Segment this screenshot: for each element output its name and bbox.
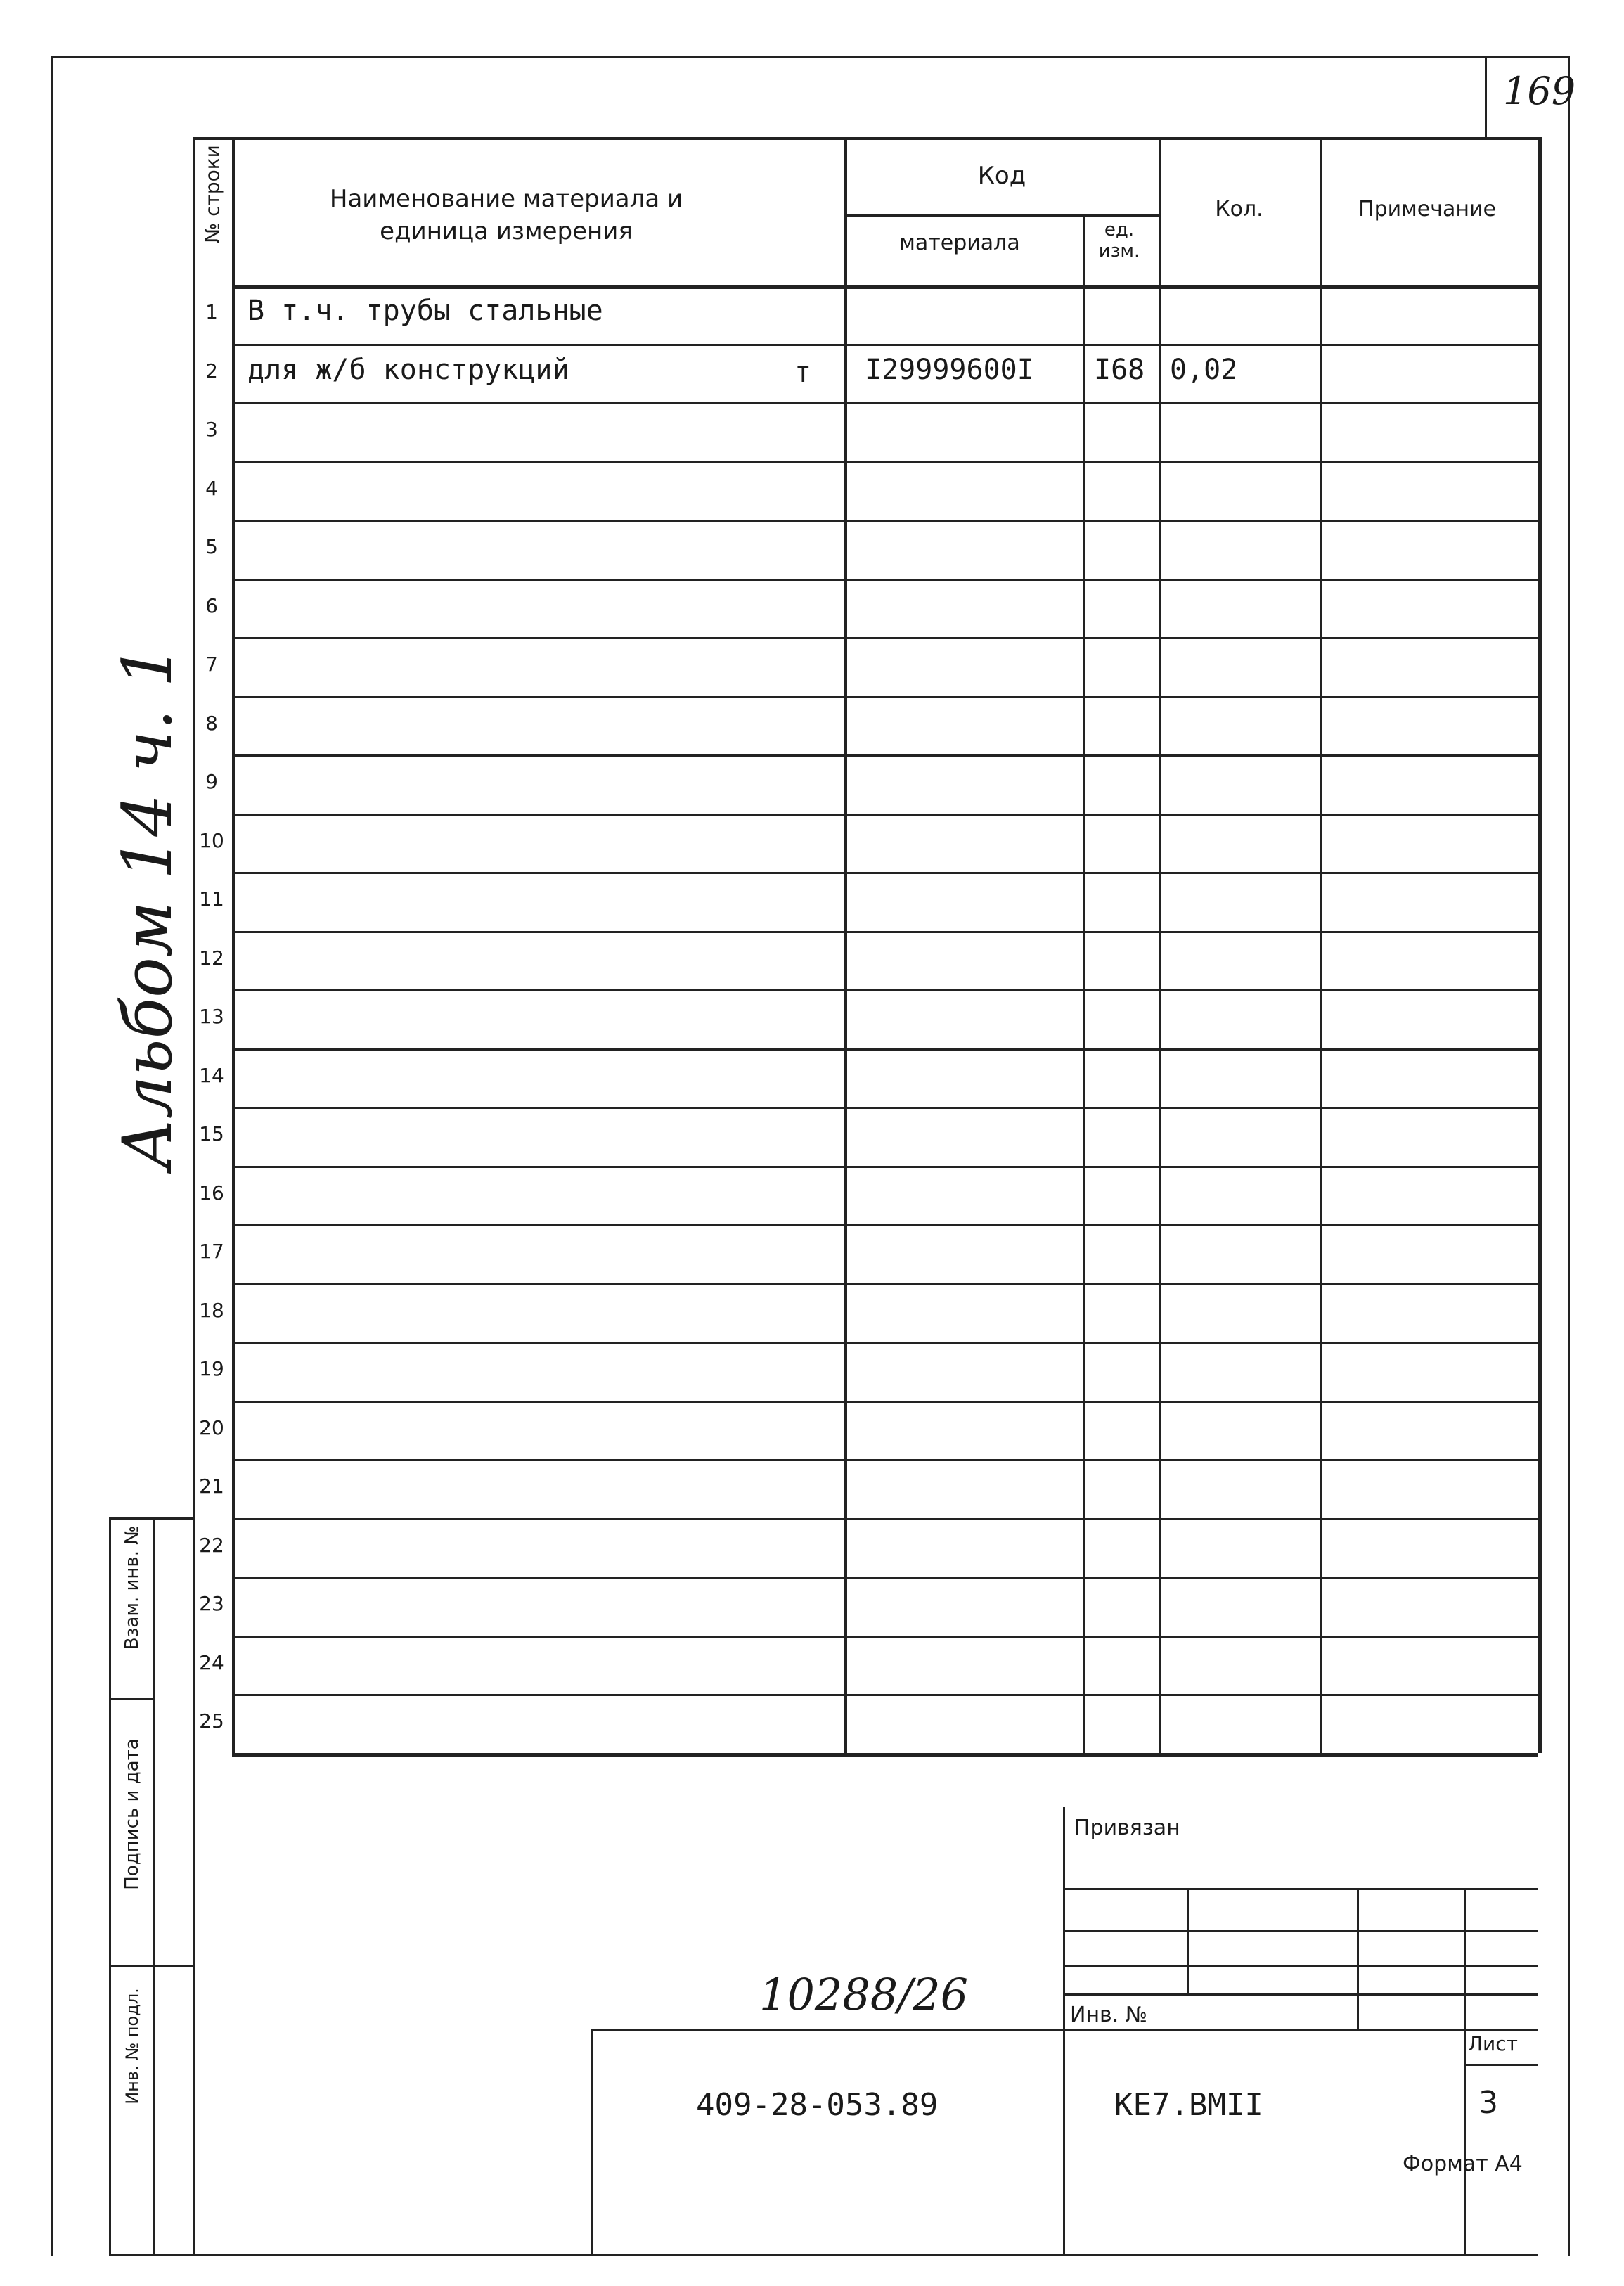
col-code-right (1083, 214, 1085, 1753)
side-album-label: Альбом 14 ч. 1 (108, 644, 187, 1170)
row-number: 4 (205, 476, 218, 500)
header-kod-material: материала (899, 231, 1020, 255)
side-stamp-left (109, 1517, 111, 2256)
stamp-line-3 (1063, 1965, 1538, 1967)
stamp-privyazan-label: Привязан (1074, 1816, 1180, 1840)
row-number: 7 (205, 653, 218, 676)
row-number: 9 (205, 770, 218, 793)
row-line (232, 344, 1538, 346)
stamp-line-4 (1063, 1993, 1538, 1996)
row-number: 15 (199, 1122, 224, 1145)
row-number: 14 (199, 1063, 224, 1087)
row-number: 3 (205, 418, 218, 441)
row-unit: т (794, 356, 812, 389)
col-note-right (1538, 137, 1542, 1753)
row-line (232, 1166, 1538, 1168)
row-line (232, 1577, 1538, 1579)
header-qty: Кол. (1215, 197, 1263, 221)
row-line (232, 402, 1538, 404)
table-top-line (193, 137, 1538, 140)
row-number: 24 (199, 1650, 224, 1674)
row-number: 8 (205, 711, 218, 735)
header-sub-line (844, 214, 1159, 217)
row-line (232, 931, 1538, 933)
row-number: 2 (205, 359, 218, 383)
stamp-doc-code: 409-28-053.89 (696, 2087, 939, 2123)
header-kod-unit: ед. изм. (1098, 219, 1140, 262)
handwritten-number: 10288/26 (759, 1969, 969, 2020)
header-bottom-line (232, 285, 1538, 289)
row-number: 1 (205, 300, 218, 323)
stamp-col-1 (1187, 1888, 1189, 1993)
side-stamp-inv-podl: Инв. № подл. (122, 1988, 142, 2105)
row-line (232, 1048, 1538, 1051)
stamp-col-3 (1464, 1888, 1466, 2256)
header-note: Примечание (1358, 197, 1496, 221)
row-qty: 0,02 (1170, 353, 1238, 386)
stamp-col-2 (1357, 1888, 1359, 2029)
page-number-box-left (1485, 56, 1487, 139)
side-stamp-top (109, 1517, 193, 1520)
header-rownum: № строки (200, 145, 224, 243)
stamp-left (1063, 1807, 1065, 2256)
row-number: 11 (199, 887, 224, 911)
frame-top (51, 56, 1569, 58)
row-line (232, 1107, 1538, 1109)
col-name-right (844, 137, 847, 1753)
row-number: 23 (199, 1592, 224, 1615)
stamp-line-2 (1063, 1930, 1538, 1932)
side-stamp-div-2 (109, 1965, 193, 1967)
row-number: 16 (199, 1181, 224, 1205)
row-line (232, 1694, 1538, 1696)
row-line (232, 461, 1538, 463)
row-line (232, 872, 1538, 874)
header-name: Наименование материала и единица измерения (329, 185, 683, 245)
page-bottom-line (193, 2254, 1538, 2256)
frame-left (51, 56, 53, 2256)
side-stamp-vzam-inv: Взам. инв. № (122, 1525, 143, 1650)
side-stamp-right (153, 1517, 155, 2256)
format-label: Формат А4 (1403, 2152, 1523, 2176)
row-line (232, 637, 1538, 639)
stamp-mark: КЕ7.ВМII (1114, 2087, 1263, 2123)
row-line (232, 1518, 1538, 1520)
row-number: 12 (199, 946, 224, 970)
stamp-list-label: Лист (1468, 2032, 1518, 2055)
stamp-main-left (591, 2029, 593, 2256)
stamp-list-value: 3 (1478, 2085, 1498, 2121)
row-code: I29999600I (865, 353, 1034, 386)
col-unit-right (1159, 137, 1161, 1753)
row-line (232, 1636, 1538, 1638)
row-number: 6 (205, 593, 218, 617)
row-line (232, 579, 1538, 581)
stamp-list-line (1464, 2064, 1538, 2066)
row-line (232, 1224, 1538, 1226)
row-number: 10 (199, 828, 224, 852)
side-stamp-div-1 (109, 1698, 153, 1700)
row-number: 18 (199, 1298, 224, 1322)
side-stamp-inner (193, 1753, 195, 2256)
row-line (232, 1342, 1538, 1344)
header-kod: Код (977, 162, 1026, 190)
row-number: 17 (199, 1240, 224, 1263)
row-number: 19 (199, 1357, 224, 1380)
row-line (232, 1283, 1538, 1285)
row-unit-code: I68 (1094, 353, 1145, 386)
row-number: 21 (199, 1475, 224, 1498)
row-number: 25 (199, 1709, 224, 1733)
row-name: для ж/б конструкций (247, 353, 569, 386)
row-line (232, 1753, 1538, 1757)
stamp-line-1 (1063, 1888, 1538, 1890)
row-number: 13 (199, 1005, 224, 1028)
row-line (232, 1401, 1538, 1403)
stamp-inv-no-label: Инв. № (1070, 2003, 1148, 2027)
row-line (232, 696, 1538, 698)
side-stamp-bottom (109, 2254, 193, 2256)
row-line (232, 814, 1538, 816)
page-number: 169 (1503, 69, 1576, 113)
col-num-right (232, 137, 235, 1753)
row-number: 22 (199, 1533, 224, 1557)
row-line (232, 1459, 1538, 1461)
row-line (232, 754, 1538, 757)
stamp-main-top (591, 2029, 1538, 2031)
col-qty-right (1320, 137, 1322, 1753)
row-number: 5 (205, 535, 218, 558)
row-line (232, 520, 1538, 522)
row-number: 20 (199, 1415, 224, 1439)
row-line (232, 989, 1538, 991)
frame-right (1568, 56, 1570, 2256)
row-name: В т.ч. трубы стальные (247, 295, 603, 327)
side-stamp-podpis-data: Подпись и дата (122, 1738, 143, 1890)
